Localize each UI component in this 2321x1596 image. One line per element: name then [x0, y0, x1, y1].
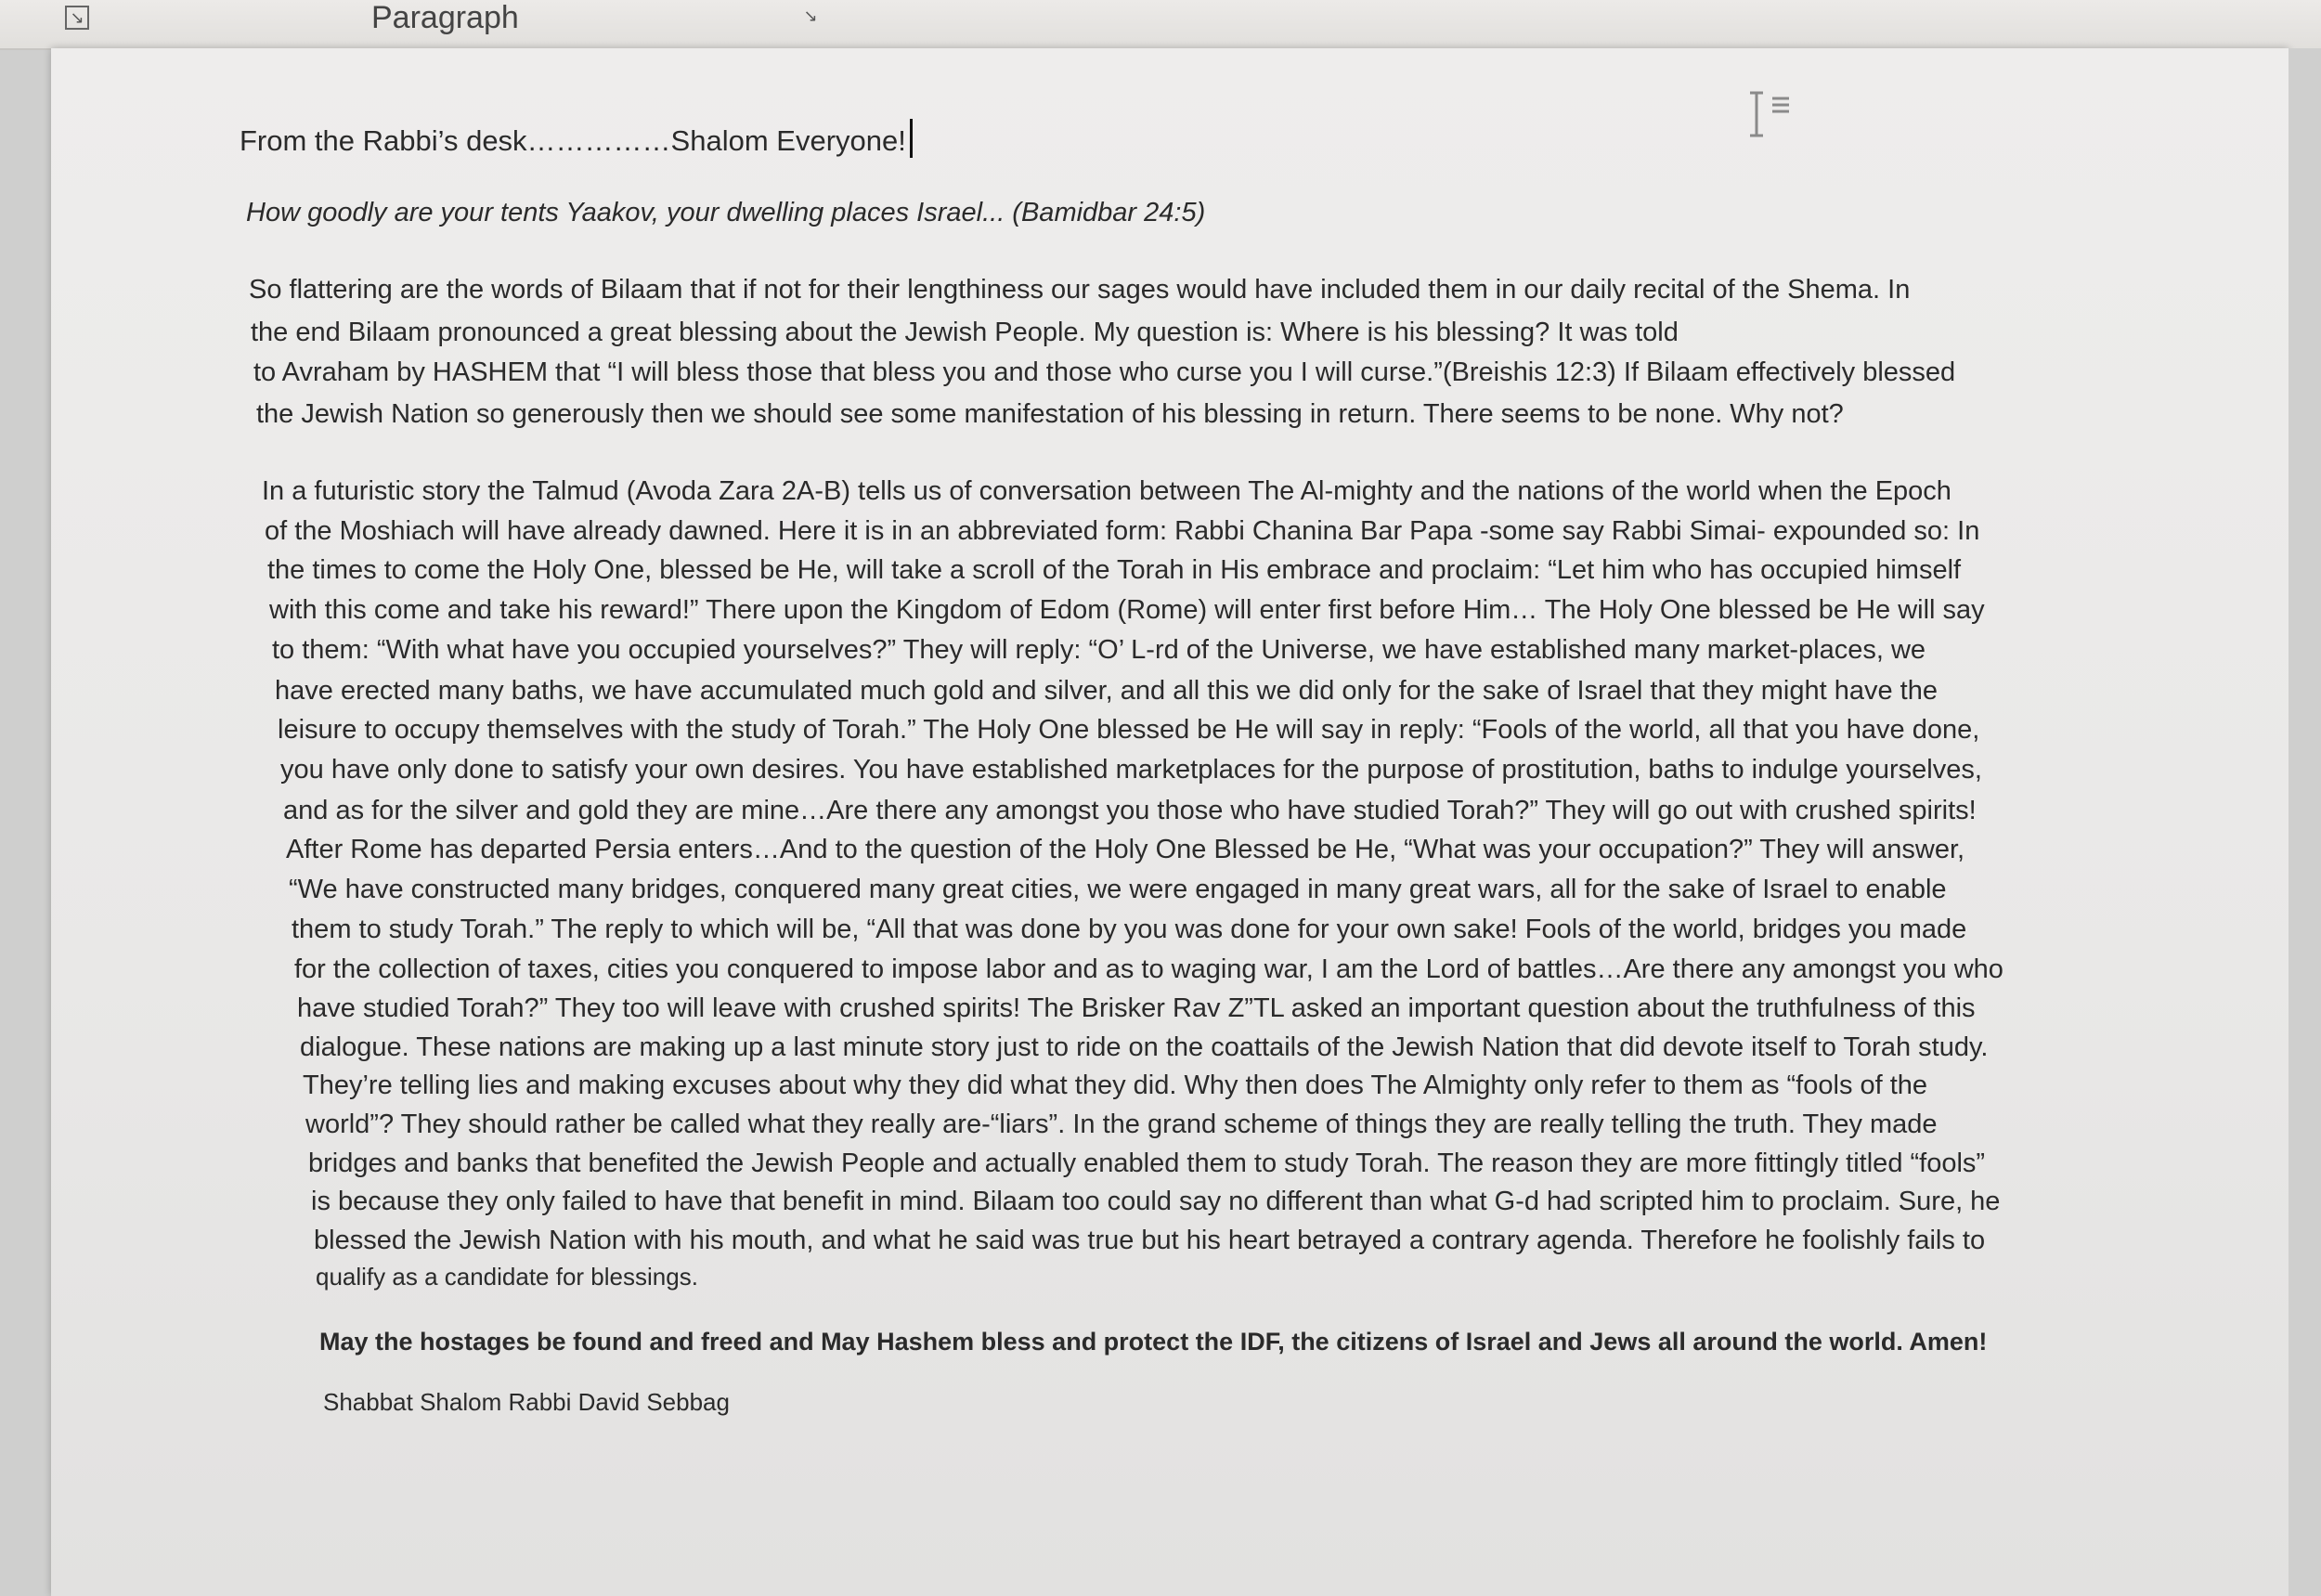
- window-edge: [2289, 48, 2321, 1596]
- quote-line: How goodly are your tents Yaakov, your dwelling places Israel... (Bamidbar 24:5): [246, 198, 1206, 227]
- paragraph-line: to them: “With what have you occupied yourselves?” They will reply: “O’ L-rd of the Universe, we have established many market-places, we: [272, 635, 1926, 665]
- paragraph-line: They’re telling lies and making excuses about why they did what they did. Why then does The Almighty only refer to them as “fools of the: [303, 1070, 1928, 1100]
- paragraph-dialog-launcher-icon[interactable]: ↘: [803, 6, 818, 25]
- ribbon: [0, 0, 2321, 50]
- signature-line: Shabbat Shalom Rabbi David Sebbag: [323, 1388, 730, 1416]
- paragraph-line: bridges and banks that benefited the Jewish People and actually enabled them to study Torah. The reason they are more fittingly titled “fools”: [308, 1148, 1986, 1178]
- paragraph-line: After Rome has departed Persia enters…And to the question of the Holy One Blessed be He, “What was your occupation?” They will answer,: [286, 835, 1965, 864]
- paragraph-line: is because they only failed to have that benefit in mind. Bilaam too could say no different than what G-d had scripted him to proclaim. Sure, he: [311, 1187, 2001, 1216]
- paragraph-line: and as for the silver and gold they are mine…Are there any amongst you those who have studied Torah?” They will go out with crushed spirits!: [283, 796, 1977, 825]
- document-heading: From the Rabbi’s desk……………Shalom Everyone!: [240, 124, 906, 157]
- dialog-launcher-icon[interactable]: ↘: [65, 6, 89, 30]
- paragraph-line: have erected many baths, we have accumulated much gold and silver, and all this we did only for the sake of Israel that they might have the: [275, 676, 1938, 706]
- paragraph-line: “We have constructed many bridges, conquered many great cities, we were engaged in many great wars, all for the sake of Israel to enable: [289, 875, 1947, 904]
- paragraph-line: world”? They should rather be called what they really are-“liars”. In the grand scheme of things they are really telling the truth. They made: [305, 1109, 1938, 1139]
- text-caret: [910, 119, 913, 158]
- paragraph-line: qualify as a candidate for blessings.: [316, 1263, 698, 1291]
- paragraph-line: In a futuristic story the Talmud (Avoda Zara 2A-B) tells us of conversation between The Al-mighty and the nations of the world when the Epoch: [262, 476, 1951, 506]
- paragraph-line: of the Moshiach will have already dawned. Here it is in an abbreviated form: Rabbi Chanina Bar Papa -some say Rabbi Simai- expounded so: In: [265, 516, 1980, 546]
- paragraph-line: blessed the Jewish Nation with his mouth, and what he said was true but his heart betrayed a contrary agenda. Therefore he foolishly fails to: [314, 1226, 1986, 1255]
- paragraph-line: So flattering are the words of Bilaam that if not for their lengthiness our sages would have included them in our daily recital of the Shema. In: [249, 275, 1911, 305]
- paragraph-line: them to study Torah.” The reply to which will be, “All that was done by you was done for your own sake! Fools of the world, bridges you made: [292, 915, 1967, 944]
- text-cursor-icon: [1741, 89, 1796, 141]
- closing-line: May the hostages be found and freed and May Hashem bless and protect the IDF, the citizens of Israel and Jews all around the world. Amen!: [319, 1328, 1988, 1356]
- paragraph-line: have studied Torah?” They too will leave with crushed spirits! The Brisker Rav Z”TL asked an important question about the truthfulness of this: [297, 993, 1976, 1023]
- paragraph-line: you have only done to satisfy your own desires. You have established marketplaces for the purpose of prostitution, baths to indulge yourselves,: [280, 755, 1982, 785]
- paragraph-line: to Avraham by HASHEM that “I will bless those that bless you and those who curse you I will curse.”(Breishis 12:3) If Bilaam effectively blessed: [253, 357, 1956, 387]
- paragraph-line: leisure to occupy themselves with the study of Torah.” The Holy One blessed be He will say in reply: “Fools of the world, all that you have done,: [278, 715, 1980, 745]
- paragraph-line: the end Bilaam pronounced a great blessing about the Jewish People. My question is: Where is his blessing? It was told: [251, 318, 1679, 347]
- paragraph-line: for the collection of taxes, cities you conquered to impose labor and as to waging war, I am the Lord of battles…Are there any amongst you who: [294, 954, 2003, 984]
- paragraph-group-label: Paragraph: [371, 0, 519, 35]
- paragraph-line: dialogue. These nations are making up a last minute story just to ride on the coattails of the Jewish Nation that did devote itself to Torah study.: [300, 1032, 1989, 1062]
- paragraph-line: the Jewish Nation so generously then we should see some manifestation of his blessing in return. There seems to be none. Why not?: [256, 399, 1844, 429]
- paragraph-line: the times to come the Holy One, blessed be He, will take a scroll of the Torah in His embrace and proclaim: “Let him who has occupied himself: [267, 555, 1962, 585]
- paragraph-line: with this come and take his reward!” There upon the Kingdom of Edom (Rome) will enter first before Him… The Holy One blessed be He will say: [269, 595, 1985, 625]
